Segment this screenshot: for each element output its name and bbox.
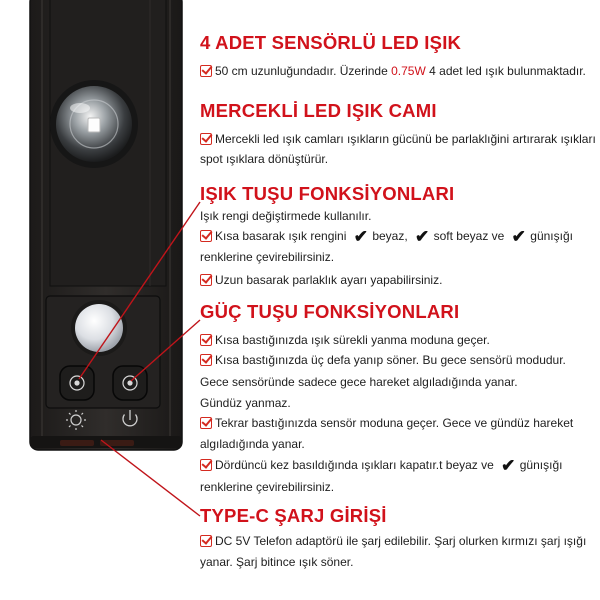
power-text-2-content: Kısa bastığınızda üç defa yanıp söner. Bu gece sensörü modudur. <box>215 353 566 367</box>
power-text-6: algıladığında yanar. <box>200 437 305 451</box>
power-text-1-content: Kısa bastığınızda ışık sürekli yanma moduna geçer. <box>215 333 490 347</box>
light-button-text-2 <box>200 229 573 244</box>
checkbox-check-icon <box>200 354 212 366</box>
heading-power-button: GÜÇ TUŞU FONKSİYONLARI <box>200 301 460 322</box>
type-c-text-1 <box>200 534 586 548</box>
lens-text-1-content: Mercekli led ışık camları ışıkların gücünü be parlaklığini artırarak ışıkları <box>215 132 596 146</box>
checkbox-check-icon <box>200 274 212 286</box>
sensor-led-text-b: 4 adet led ışık bulunmaktadır. <box>425 64 586 78</box>
checkbox-check-icon <box>200 133 212 145</box>
heading-type-c: TYPE-C ŞARJ GİRİŞİ <box>200 505 387 526</box>
light-button-text-3: renklerine çevirebilirsiniz. <box>200 250 335 264</box>
color-white: beyaz, <box>372 229 412 243</box>
sensor-led-text <box>200 64 586 78</box>
light-text-4-content: Uzun basarak parlaklık ayarı yapabilirsiniz. <box>215 273 443 287</box>
check-mark-icon: ✔ <box>415 227 430 246</box>
power-text-5-content: Tekrar bastığınızda sensör moduna geçer. Gece ve gündüz hareket <box>215 416 574 430</box>
light-button-text-4 <box>200 273 442 287</box>
light-button-text-1: Işık rengi değiştirmede kullanılır. <box>200 209 372 223</box>
color-daylight: günışığı <box>530 229 573 243</box>
wattage-highlight: 0.75W <box>391 64 426 78</box>
power-text-3: Gece sensöründe sadece gece hareket algıladığında yanar. <box>200 375 518 389</box>
checkbox-check-icon <box>200 459 212 471</box>
checkbox-check-icon <box>200 334 212 346</box>
power-text-5 <box>200 416 573 430</box>
power-text-1 <box>200 333 490 347</box>
power-text-4: Gündüz yanmaz. <box>200 396 291 410</box>
power-text-7 <box>200 458 562 473</box>
check-mark-icon: ✔ <box>511 227 526 246</box>
check-mark-icon: ✔ <box>501 456 516 475</box>
power-text-7b: günışığı <box>519 458 563 472</box>
checkbox-check-icon <box>200 230 212 242</box>
check-mark-icon: ✔ <box>353 227 368 246</box>
checkbox-check-icon <box>200 417 212 429</box>
lens-text-2: spot ışıklara dönüştürür. <box>200 152 329 166</box>
type-c-text-2: yanar. Şarj bitince ışık söner. <box>200 555 354 569</box>
heading-sensor-led: 4 ADET SENSÖRLÜ LED IŞIK <box>200 32 462 53</box>
checkbox-check-icon <box>200 65 212 77</box>
light-text-2a: Kısa basarak ışık rengini <box>215 229 350 243</box>
lens-text-1 <box>200 132 596 146</box>
checkbox-check-icon <box>200 535 212 547</box>
type-c-text-1-content: DC 5V Telefon adaptörü ile şarj edilebilir. Şarj olurken kırmızı şarj ışığı <box>215 534 587 548</box>
color-soft-white: soft beyaz ve <box>433 229 508 243</box>
sensor-led-text-a: 50 cm uzunluğundadır. Üzerinde <box>215 64 392 78</box>
power-text-2 <box>200 353 566 367</box>
heading-lens-glass: MERCEKLİ LED IŞIK CAMI <box>200 100 437 121</box>
power-text-8: renklerine çevirebilirsiniz. <box>200 480 335 494</box>
heading-light-button: IŞIK TUŞU FONKSİYONLARI <box>200 183 455 204</box>
power-text-7a: Dördüncü kez basıldığında ışıkları kapatır.t beyaz ve <box>215 458 498 472</box>
